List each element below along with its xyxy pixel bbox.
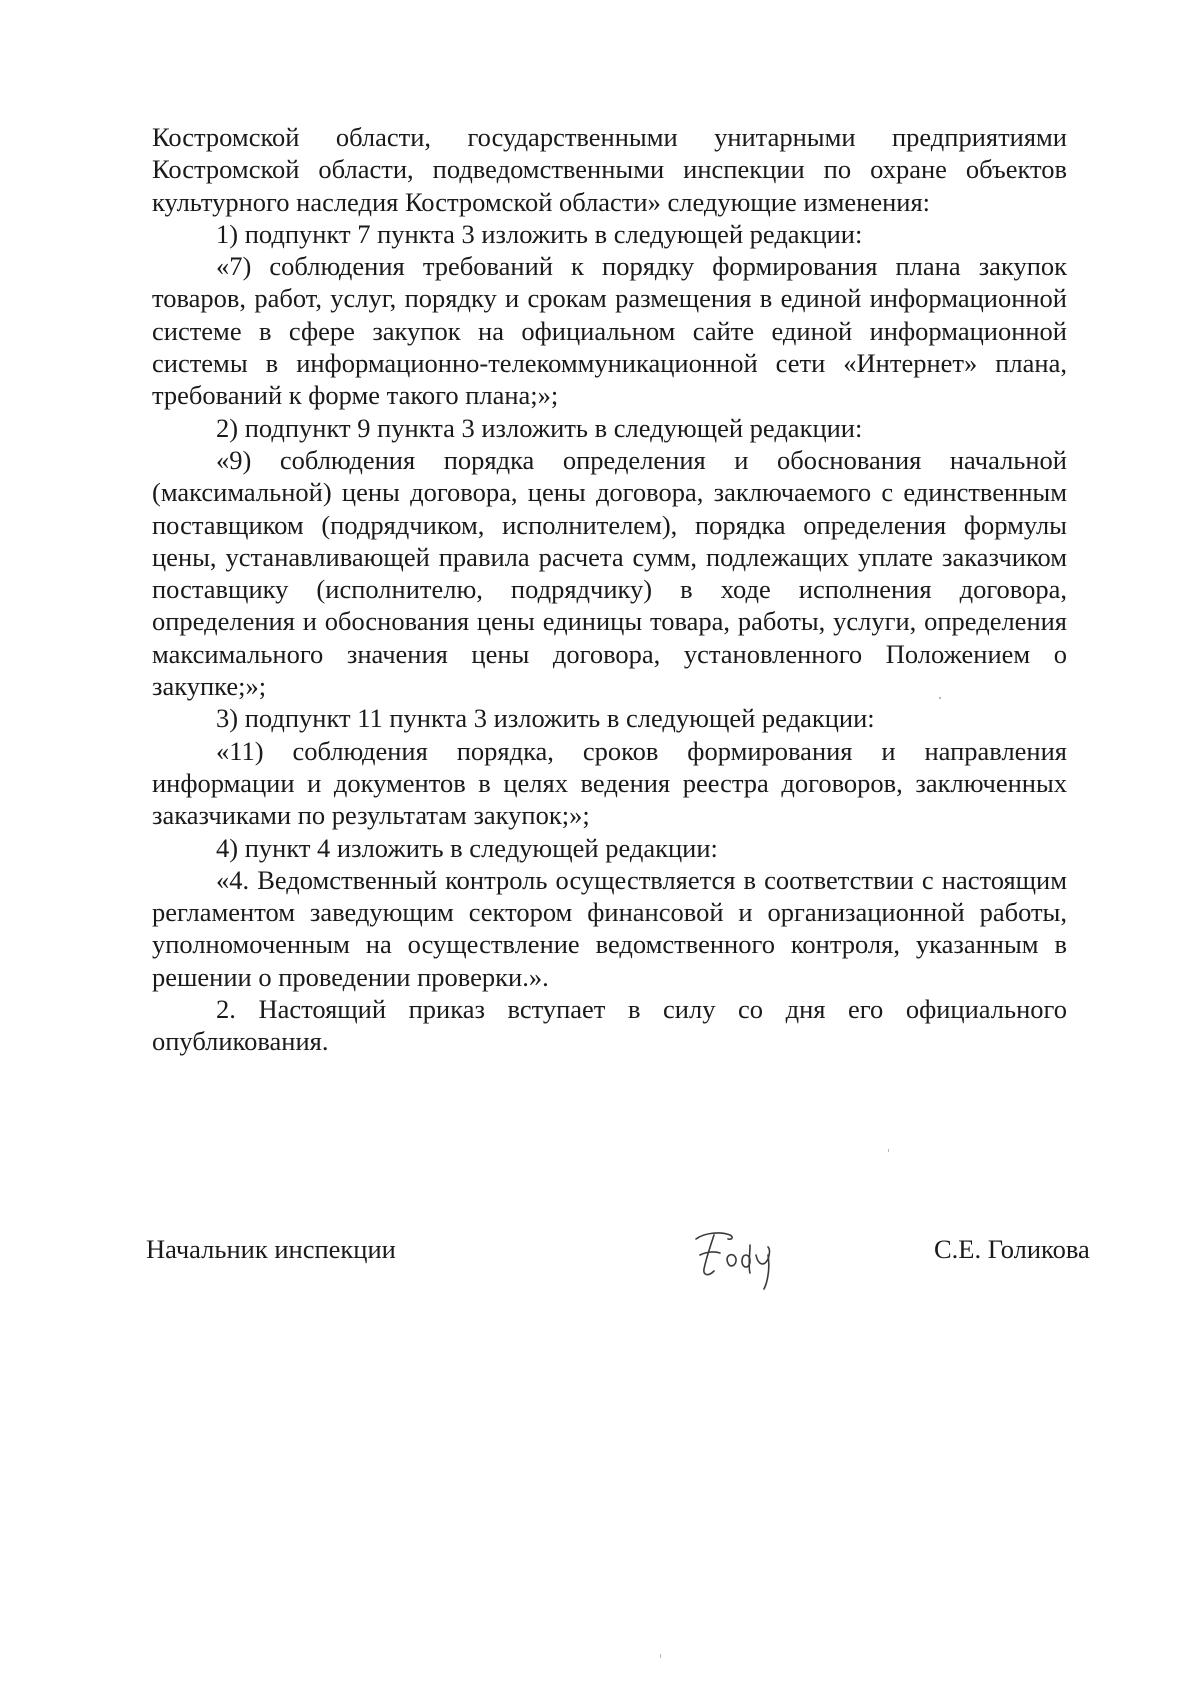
paragraph: 4) пункт 4 изложить в следующей редакции: [216, 832, 718, 863]
signatory-position: Начальник инспекции [146, 1234, 396, 1264]
scan-speck [888, 1149, 889, 1152]
scan-speck [939, 697, 941, 699]
paragraph: «9) соблюдения порядка определения и обоснования начальной (максимальной) цены договора, цены договора, заключаемого с единственным поставщиком (подрядчиком, исполнителем), порядка определения формулы цены, устанавливающей правила расчета сумм, подлежащих уплате заказчиком поставщику (исполнителю, подрядчику) в ходе исполнения договора, определения и обоснования цены единицы товара, работы, услуги, определения максимального значения цены договора, установленного Положением о закупке;»; [152, 444, 1067, 702]
paragraph: 2) подпункт 9 пункта 3 изложить в следующей редакции: [216, 412, 863, 443]
paragraph: «4. Ведомственный контроль осуществляется в соответствии с настоящим регламентом заведующим сектором финансовой и организационной работы, уполномоченным на осуществление ведомственного контроля, указанным в решении о проведении проверки.». [152, 864, 1067, 992]
document-body [152, 121, 1067, 1058]
signatory-name: С.Е. Голикова [934, 1234, 1090, 1264]
paragraph: 3) подпункт 11 пункта 3 изложить в следующей редакции: [216, 703, 875, 734]
paragraph: «11) соблюдения порядка, сроков формирования и направления информации и документов в целях ведения реестра договоров, заключенных заказчиками по результатам закупок;»; [152, 735, 1067, 831]
paragraph: 2. Настоящий приказ вступает в силу со дня его официального опубликования. [152, 994, 1067, 1057]
paragraph: 1) подпункт 7 пункта 3 изложить в следующей редакции: [216, 218, 863, 249]
paragraph: «7) соблюдения требований к порядку формирования плана закупок товаров, работ, услуг, порядку и срокам размещения в единой информационной системе в сфере закупок на официальном сайте единой информационной системы в информационно-телекоммуникационной сети «Интернет» плана, требований к форме такого плана;»; [152, 251, 1067, 411]
scan-speck [660, 1654, 661, 1658]
handwritten-signature-icon [690, 1225, 810, 1295]
paragraph: Костромской области, государственными унитарными предприятиями Костромской области, подведомственными инспекции по охране объектов культурного наследия Костромской области» следующие изменения: [152, 122, 1067, 217]
